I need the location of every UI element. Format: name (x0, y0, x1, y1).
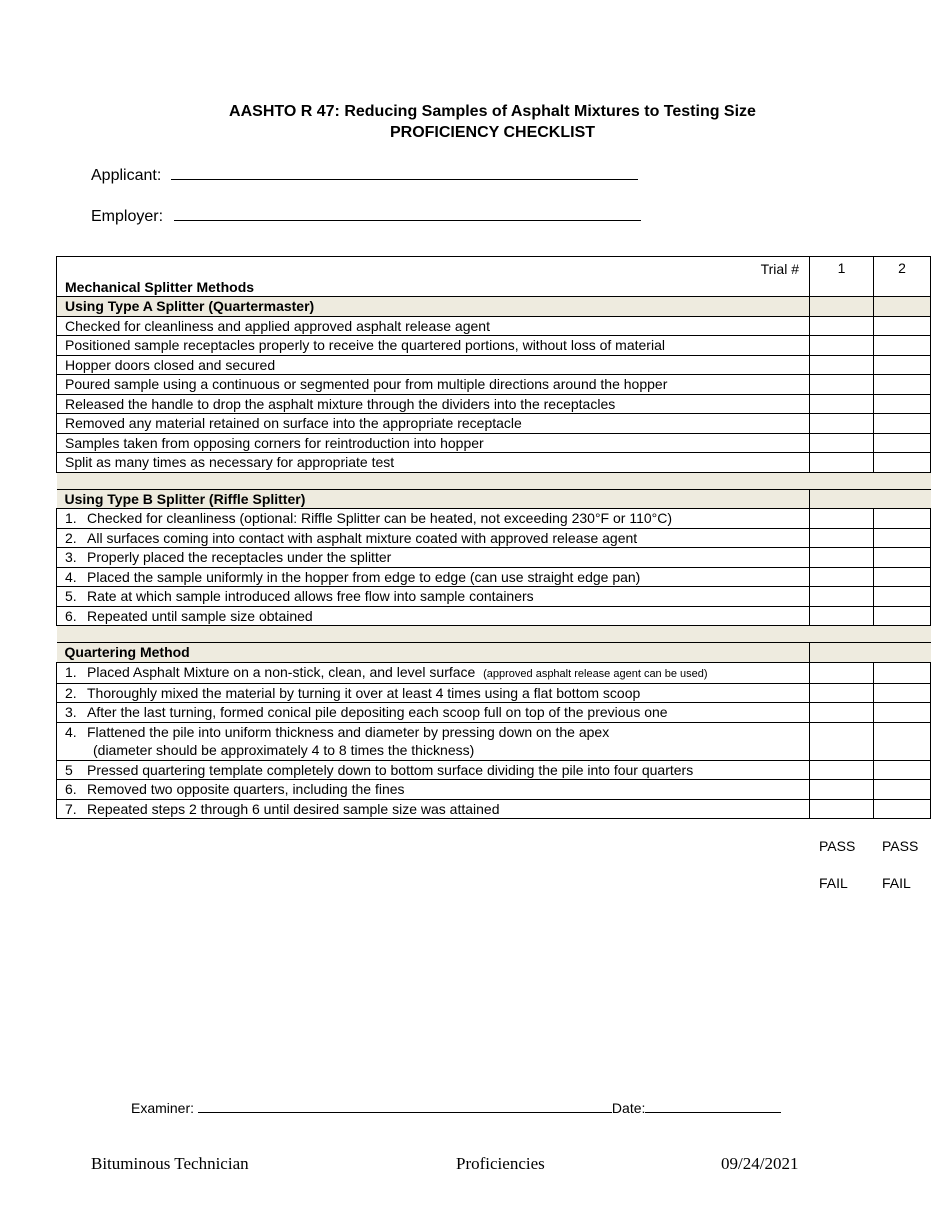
trial-2-cell[interactable] (874, 760, 931, 780)
spacer-cell (57, 626, 810, 643)
trial-2-cell[interactable] (874, 567, 931, 587)
item-text: Placed the sample uniformly in the hopper from edge to edge (can use straight edge pan) (87, 568, 641, 585)
table-header-row (57, 257, 931, 297)
employer-label: Employer: (91, 208, 164, 225)
trial-2-cell[interactable] (874, 394, 931, 414)
date-label: Date: (611, 1100, 646, 1116)
item-text: Properly placed the receptacles under the splitter (87, 549, 392, 566)
item-number: 4. (65, 568, 77, 585)
row-text (57, 662, 810, 683)
item-text: Repeated steps 2 through 6 until desired sample size was attained (87, 800, 500, 817)
header-cell (57, 257, 810, 297)
row-text: Split as many times as necessary for appropriate test (57, 453, 810, 473)
trial-1-cell[interactable] (810, 375, 874, 395)
trial-2-cell[interactable] (874, 683, 931, 703)
trial-1-cell[interactable] (810, 548, 874, 568)
trial-2-cell[interactable] (874, 606, 931, 626)
row-text: Released the handle to drop the asphalt mixture through the dividers into the receptacles (57, 394, 810, 414)
trial-2-cell[interactable] (874, 414, 931, 434)
trial-1-cell[interactable] (810, 414, 874, 434)
trial-2-cell[interactable] (874, 375, 931, 395)
table-row (57, 722, 931, 760)
trial-1-cell[interactable] (810, 453, 874, 473)
trial-2-cell[interactable] (874, 433, 931, 453)
applicant-line[interactable] (171, 165, 638, 180)
trial-2-cell[interactable] (874, 316, 931, 336)
trial-1-cell[interactable] (810, 355, 874, 375)
trial-2-cell[interactable] (874, 799, 931, 819)
trial-2-header: 2 (874, 257, 931, 297)
employer-field[interactable] (91, 206, 641, 226)
trial-1-cell[interactable] (810, 662, 874, 683)
footer-left: Bituminous Technician (91, 1154, 249, 1173)
row-text (57, 683, 810, 703)
blank-cell (810, 489, 874, 509)
trial-2-cell[interactable] (874, 355, 931, 375)
table-row (57, 336, 931, 356)
item-text: Flattened the pile into uniform thickness and diameter by pressing down on the apex (87, 724, 610, 740)
item-number: 2. (65, 529, 77, 546)
trial-2-cell[interactable] (874, 722, 931, 760)
spacer-cell (57, 472, 810, 489)
examiner-label: Examiner: (131, 1100, 195, 1116)
trial-2-cell[interactable] (874, 509, 931, 529)
row-text (57, 528, 810, 548)
table-row (57, 375, 931, 395)
table-row (57, 433, 931, 453)
trial-1-cell[interactable] (810, 433, 874, 453)
spacer-cell (810, 626, 874, 643)
blank-cell (810, 643, 874, 663)
trial-1-cell[interactable] (810, 336, 874, 356)
checklist-table (56, 256, 931, 819)
item-number: 1. (65, 510, 77, 527)
trial-label: Trial # (760, 261, 799, 277)
employer-line[interactable] (174, 206, 641, 221)
trial-1-cell[interactable] (810, 316, 874, 336)
trial-1-cell[interactable] (810, 683, 874, 703)
row-text (57, 567, 810, 587)
item-text: Checked for cleanliness (optional: Riffle Splitter can be heated, not exceeding 230°F or 110°C) (87, 510, 673, 527)
blank-cell (874, 489, 931, 509)
row-text: Checked for cleanliness and applied approved asphalt release agent (57, 316, 810, 336)
blank-cell (874, 643, 931, 663)
trial-2-cell[interactable] (874, 780, 931, 800)
table-row (57, 587, 931, 607)
trial-1-cell[interactable] (810, 703, 874, 723)
table-row (57, 316, 931, 336)
item-number: 6. (65, 607, 77, 624)
subtitle-line: PROFICIENCY CHECKLIST (389, 124, 596, 141)
section-spacer (57, 472, 931, 489)
trial-1-cell[interactable] (810, 760, 874, 780)
spacer-cell (874, 472, 931, 489)
row-text (57, 548, 810, 568)
item-number: 5 (65, 761, 73, 778)
row-text (57, 760, 810, 780)
item-text: Repeated until sample size obtained (87, 607, 313, 624)
document-title (0, 101, 950, 143)
table-row (57, 760, 931, 780)
pass-trial-1[interactable]: PASS (819, 838, 856, 854)
table-row (57, 528, 931, 548)
item-text: Placed Asphalt Mixture on a non-stick, clean, and level surface (87, 663, 476, 680)
trial-2-cell[interactable] (874, 703, 931, 723)
trial-2-cell[interactable] (874, 453, 931, 473)
item-number: 3. (65, 549, 77, 566)
row-text (57, 606, 810, 626)
item-number: 3. (65, 704, 77, 721)
fail-trial-1[interactable]: FAIL (819, 875, 848, 891)
table-row (57, 509, 931, 529)
row-text: Hopper doors closed and secured (57, 355, 810, 375)
type-b-header-row (57, 489, 931, 509)
trial-1-cell[interactable] (810, 528, 874, 548)
table-row (57, 453, 931, 473)
table-row (57, 394, 931, 414)
section-spacer (57, 626, 931, 643)
row-text (57, 722, 810, 760)
trial-2-cell[interactable] (874, 662, 931, 683)
type-b-title: Using Type B Splitter (Riffle Splitter) (57, 489, 810, 509)
footer-date: 09/24/2021 (721, 1154, 799, 1173)
footer-center: Proficiencies (456, 1154, 545, 1173)
type-a-header-row (57, 297, 931, 317)
trial-2-cell[interactable] (874, 548, 931, 568)
item-text: After the last turning, formed conical pile depositing each scoop full on top of the previous one (87, 704, 668, 721)
applicant-label: Applicant: (91, 167, 162, 184)
item-text: Rate at which sample introduced allows free flow into sample containers (87, 588, 534, 605)
table-row (57, 414, 931, 434)
table-row (57, 780, 931, 800)
quartering-header-row (57, 643, 931, 663)
item-note: (approved asphalt release agent can be used) (483, 667, 708, 680)
type-a-title: Using Type A Splitter (Quartermaster) (57, 297, 810, 317)
trial-2-cell[interactable] (874, 587, 931, 607)
table-row (57, 355, 931, 375)
item-number: 7. (65, 800, 77, 817)
trial-1-cell[interactable] (810, 587, 874, 607)
examiner-signoff (131, 1100, 781, 1116)
table-row (57, 799, 931, 819)
quartering-title: Quartering Method (57, 643, 810, 663)
item-text: Pressed quartering template completely down to bottom surface dividing the pile into four quarters (87, 761, 694, 778)
item-number: 5. (65, 588, 77, 605)
trial-1-cell[interactable] (810, 606, 874, 626)
item-text: Thoroughly mixed the material by turning it over at least 4 times using a flat bottom scoop (87, 684, 641, 701)
table-row (57, 567, 931, 587)
item-text: All surfaces coming into contact with asphalt mixture coated with approved release agent (87, 529, 638, 546)
row-text (57, 799, 810, 819)
item-number: 2. (65, 684, 77, 701)
row-text: Removed any material retained on surface into the appropriate receptacle (57, 414, 810, 434)
item-number: 1. (65, 663, 77, 680)
row-text (57, 780, 810, 800)
trial-1-cell[interactable] (810, 509, 874, 529)
title-line: AASHTO R 47: Reducing Samples of Asphalt Mixtures to Testing Size (229, 103, 756, 120)
pass-trial-2[interactable]: PASS (882, 838, 919, 854)
trial-1-cell[interactable] (810, 799, 874, 819)
fail-trial-2[interactable]: FAIL (882, 875, 911, 891)
examiner-line[interactable] (198, 1100, 612, 1113)
date-line[interactable] (645, 1100, 781, 1113)
trial-1-cell[interactable] (810, 394, 874, 414)
row-text (57, 587, 810, 607)
applicant-field[interactable] (91, 165, 638, 185)
trial-1-cell[interactable] (810, 722, 874, 760)
trial-1-cell[interactable] (810, 567, 874, 587)
trial-2-cell[interactable] (874, 336, 931, 356)
row-text: Poured sample using a continuous or segmented pour from multiple directions around the hopper (57, 375, 810, 395)
item-number: 6. (65, 781, 77, 798)
item-text-continued: (diameter should be approximately 4 to 8 times the thickness) (93, 742, 475, 758)
table-row (57, 606, 931, 626)
row-text: Samples taken from opposing corners for reintroduction into hopper (57, 433, 810, 453)
blank-cell (874, 297, 931, 317)
item-number: 4. (65, 724, 77, 740)
spacer-cell (810, 472, 874, 489)
section-title: Mechanical Splitter Methods (65, 279, 255, 295)
trial-1-cell[interactable] (810, 780, 874, 800)
table-row (57, 683, 931, 703)
item-text: Removed two opposite quarters, including the fines (87, 781, 405, 798)
table-row (57, 548, 931, 568)
row-text (57, 509, 810, 529)
blank-cell (810, 297, 874, 317)
table-row (57, 662, 931, 683)
trial-1-header: 1 (810, 257, 874, 297)
row-text (57, 703, 810, 723)
trial-2-cell[interactable] (874, 528, 931, 548)
table-row (57, 703, 931, 723)
row-text: Positioned sample receptacles properly to receive the quartered portions, without loss of material (57, 336, 810, 356)
spacer-cell (874, 626, 931, 643)
